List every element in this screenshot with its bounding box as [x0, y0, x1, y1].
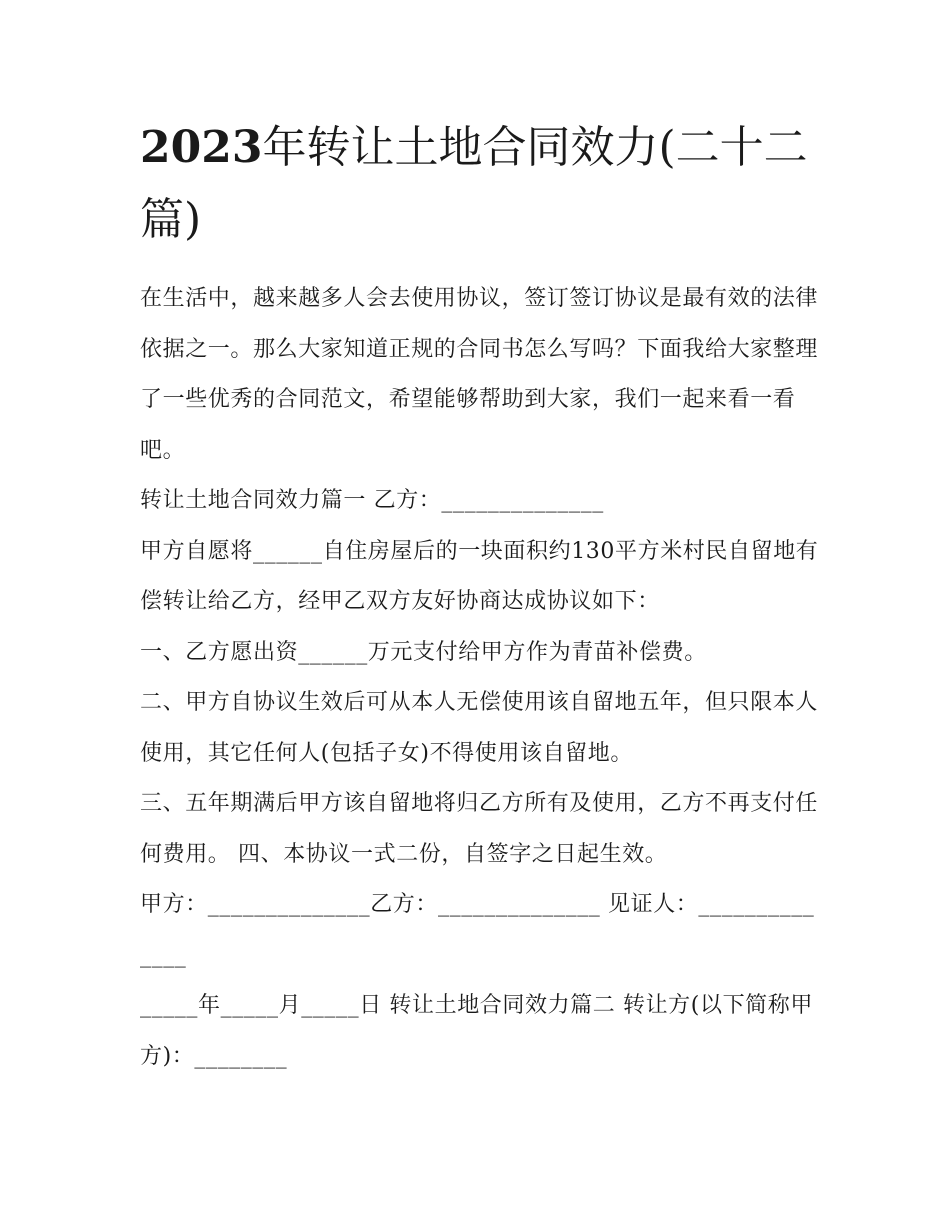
clause-one: 一、乙方愿出资______万元支付给甲方作为青苗补偿费。 [140, 639, 707, 665]
title-text: 年转让土地合同效力(二十二篇) [140, 122, 808, 245]
contract-one-heading: 转让土地合同效力篇一 乙方：______________ [140, 488, 604, 513]
signature-line: 甲方：______________乙方：______________ 见证人：______________ [140, 892, 815, 968]
clause-preamble: 甲方自愿将______自住房屋后的一块面积约130平方米村民自留地有偿转让给乙方，经甲乙双方友好协商达成协议如下： [140, 538, 819, 614]
document-page [140, 112, 820, 1082]
document-title [140, 112, 820, 256]
date-and-contract-two-heading: _____年_____月_____日 转让土地合同效力篇二 转让方(以下简称甲方)：________ [140, 993, 813, 1069]
clause-two: 二、甲方自协议生效后可从本人无偿使用该自留地五年，但只限本人使用，其它任何人(包括子女)不得使用该自留地。 [140, 690, 819, 766]
intro-paragraph: 在生活中，越来越多人会去使用协议，签订签订协议是最有效的法律依据之一。那么大家知道正规的合同书怎么写吗？下面我给大家整理了一些优秀的合同范文，希望能够帮助到大家，我们一起来看一看吧。 [140, 286, 819, 463]
title-year: 2023 [140, 122, 263, 173]
clause-three-four: 三、五年期满后甲方该自留地将归乙方所有及使用，乙方不再支付任何费用。 四、本协议一式二份，自签字之日起生效。 [140, 791, 819, 867]
